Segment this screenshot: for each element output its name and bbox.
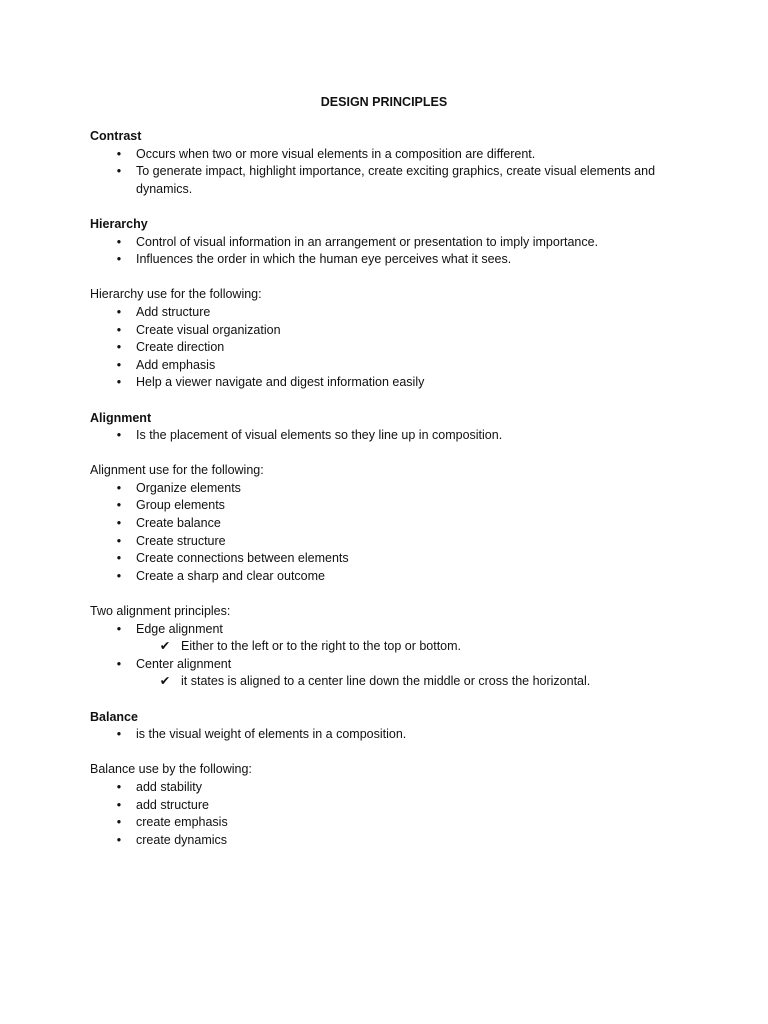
list-item-text: To generate impact, highlight importance, create exciting graphics, create visual elements and dynamics. bbox=[136, 164, 656, 196]
list-item bbox=[90, 234, 680, 252]
section-contrast bbox=[90, 128, 680, 198]
list-item-text: Influences the order in which the human eye perceives what it sees. bbox=[136, 252, 512, 267]
list-item-text: Create connections between elements bbox=[136, 551, 349, 566]
section-balance bbox=[90, 709, 680, 744]
bullet-list bbox=[90, 621, 680, 691]
bullet-list bbox=[90, 480, 680, 586]
list-item bbox=[90, 779, 680, 797]
list-item-text: Is the placement of visual elements so they line up in composition. bbox=[136, 428, 503, 443]
section-heading: Hierarchy bbox=[90, 216, 148, 231]
section-hierarchy-use bbox=[90, 286, 680, 392]
bullet-icon: • bbox=[116, 797, 122, 812]
bullet-icon: • bbox=[116, 621, 122, 636]
sub-list-item bbox=[90, 638, 680, 656]
list-item-text: Edge alignment bbox=[136, 621, 223, 636]
section-alignment bbox=[90, 410, 680, 445]
bullet-list bbox=[90, 779, 680, 849]
document-body bbox=[90, 128, 680, 867]
sub-list-item bbox=[90, 673, 680, 691]
bullet-icon: • bbox=[116, 304, 122, 319]
list-item bbox=[90, 656, 680, 674]
bullet-icon: • bbox=[116, 480, 122, 495]
list-item-text: is the visual weight of elements in a composition. bbox=[136, 727, 407, 742]
bullet-icon: • bbox=[116, 516, 122, 531]
list-item-text: Create direction bbox=[136, 340, 225, 355]
bullet-icon: • bbox=[116, 498, 122, 513]
list-item-text: Create structure bbox=[136, 533, 226, 548]
list-item-text: Add structure bbox=[136, 304, 211, 319]
list-item bbox=[90, 322, 680, 340]
list-item-text: Control of visual information in an arrangement or presentation to imply importance. bbox=[136, 234, 599, 249]
list-item bbox=[90, 251, 680, 269]
list-item bbox=[90, 832, 680, 850]
list-item-text: Help a viewer navigate and digest information easily bbox=[136, 375, 425, 390]
bullet-list bbox=[90, 146, 680, 199]
list-item-text: Occurs when two or more visual elements in a composition are different. bbox=[136, 146, 536, 161]
list-item-text: add stability bbox=[136, 779, 203, 794]
bullet-icon: • bbox=[116, 727, 122, 742]
list-item bbox=[90, 304, 680, 322]
bullet-icon: • bbox=[116, 164, 122, 179]
list-item-text: Create balance bbox=[136, 516, 221, 531]
section-heading: Alignment use for the following: bbox=[90, 463, 264, 478]
bullet-icon: • bbox=[116, 428, 122, 443]
list-item-text: Center alignment bbox=[136, 656, 232, 671]
section-hierarchy bbox=[90, 216, 680, 269]
list-item bbox=[90, 533, 680, 551]
bullet-icon: • bbox=[116, 322, 122, 337]
list-item bbox=[90, 621, 680, 639]
section-heading: Contrast bbox=[90, 129, 142, 143]
bullet-icon: • bbox=[116, 779, 122, 794]
bullet-list bbox=[90, 234, 680, 269]
list-item bbox=[90, 726, 680, 744]
section-heading: Balance bbox=[90, 709, 138, 724]
list-item bbox=[90, 163, 680, 198]
list-item bbox=[90, 797, 680, 815]
bullet-icon: • bbox=[116, 832, 122, 847]
section-balance-use bbox=[90, 761, 680, 849]
list-item-text: Create visual organization bbox=[136, 322, 281, 337]
bullet-list bbox=[90, 304, 680, 392]
list-item bbox=[90, 497, 680, 515]
bullet-list bbox=[90, 726, 680, 744]
bullet-icon: • bbox=[116, 656, 122, 671]
section-alignment-use bbox=[90, 462, 680, 585]
section-heading: Balance use by the following: bbox=[90, 762, 252, 777]
bullet-icon: • bbox=[116, 252, 122, 267]
bullet-icon: • bbox=[116, 551, 122, 566]
list-item-text: Create a sharp and clear outcome bbox=[136, 568, 325, 583]
list-item bbox=[90, 357, 680, 375]
list-item bbox=[90, 550, 680, 568]
list-item bbox=[90, 374, 680, 392]
bullet-icon: • bbox=[116, 815, 122, 830]
list-item-text: add structure bbox=[136, 797, 209, 812]
list-item-text: create dynamics bbox=[136, 832, 228, 847]
bullet-list bbox=[90, 427, 680, 445]
list-item bbox=[90, 339, 680, 357]
bullet-icon: • bbox=[116, 340, 122, 355]
document-title: DESIGN PRINCIPLES bbox=[320, 95, 448, 109]
list-item-text: Either to the left or to the right to the top or bottom. bbox=[181, 639, 462, 654]
bullet-icon: • bbox=[116, 568, 122, 583]
section-heading: Two alignment principles: bbox=[90, 604, 231, 619]
bullet-icon: • bbox=[116, 533, 122, 548]
list-item bbox=[90, 146, 680, 164]
list-item bbox=[90, 480, 680, 498]
list-item-text: Group elements bbox=[136, 498, 225, 513]
section-two-alignment bbox=[90, 603, 680, 691]
list-item bbox=[90, 427, 680, 445]
bullet-icon: • bbox=[116, 375, 122, 390]
bullet-icon: • bbox=[116, 234, 122, 249]
list-item-text: Organize elements bbox=[136, 480, 241, 495]
list-item-text: create emphasis bbox=[136, 815, 228, 830]
list-item bbox=[90, 515, 680, 533]
list-item-text: it states is aligned to a center line down the middle or cross the horizontal. bbox=[181, 674, 591, 689]
section-heading: Hierarchy use for the following: bbox=[90, 287, 262, 302]
bullet-icon: • bbox=[116, 357, 122, 372]
list-item-text: Add emphasis bbox=[136, 357, 216, 372]
section-heading: Alignment bbox=[90, 410, 152, 425]
checkmark-icon: ✔ bbox=[159, 674, 171, 689]
checkmark-icon: ✔ bbox=[159, 639, 171, 654]
list-item bbox=[90, 814, 680, 832]
list-item bbox=[90, 568, 680, 586]
bullet-icon: • bbox=[116, 146, 122, 161]
